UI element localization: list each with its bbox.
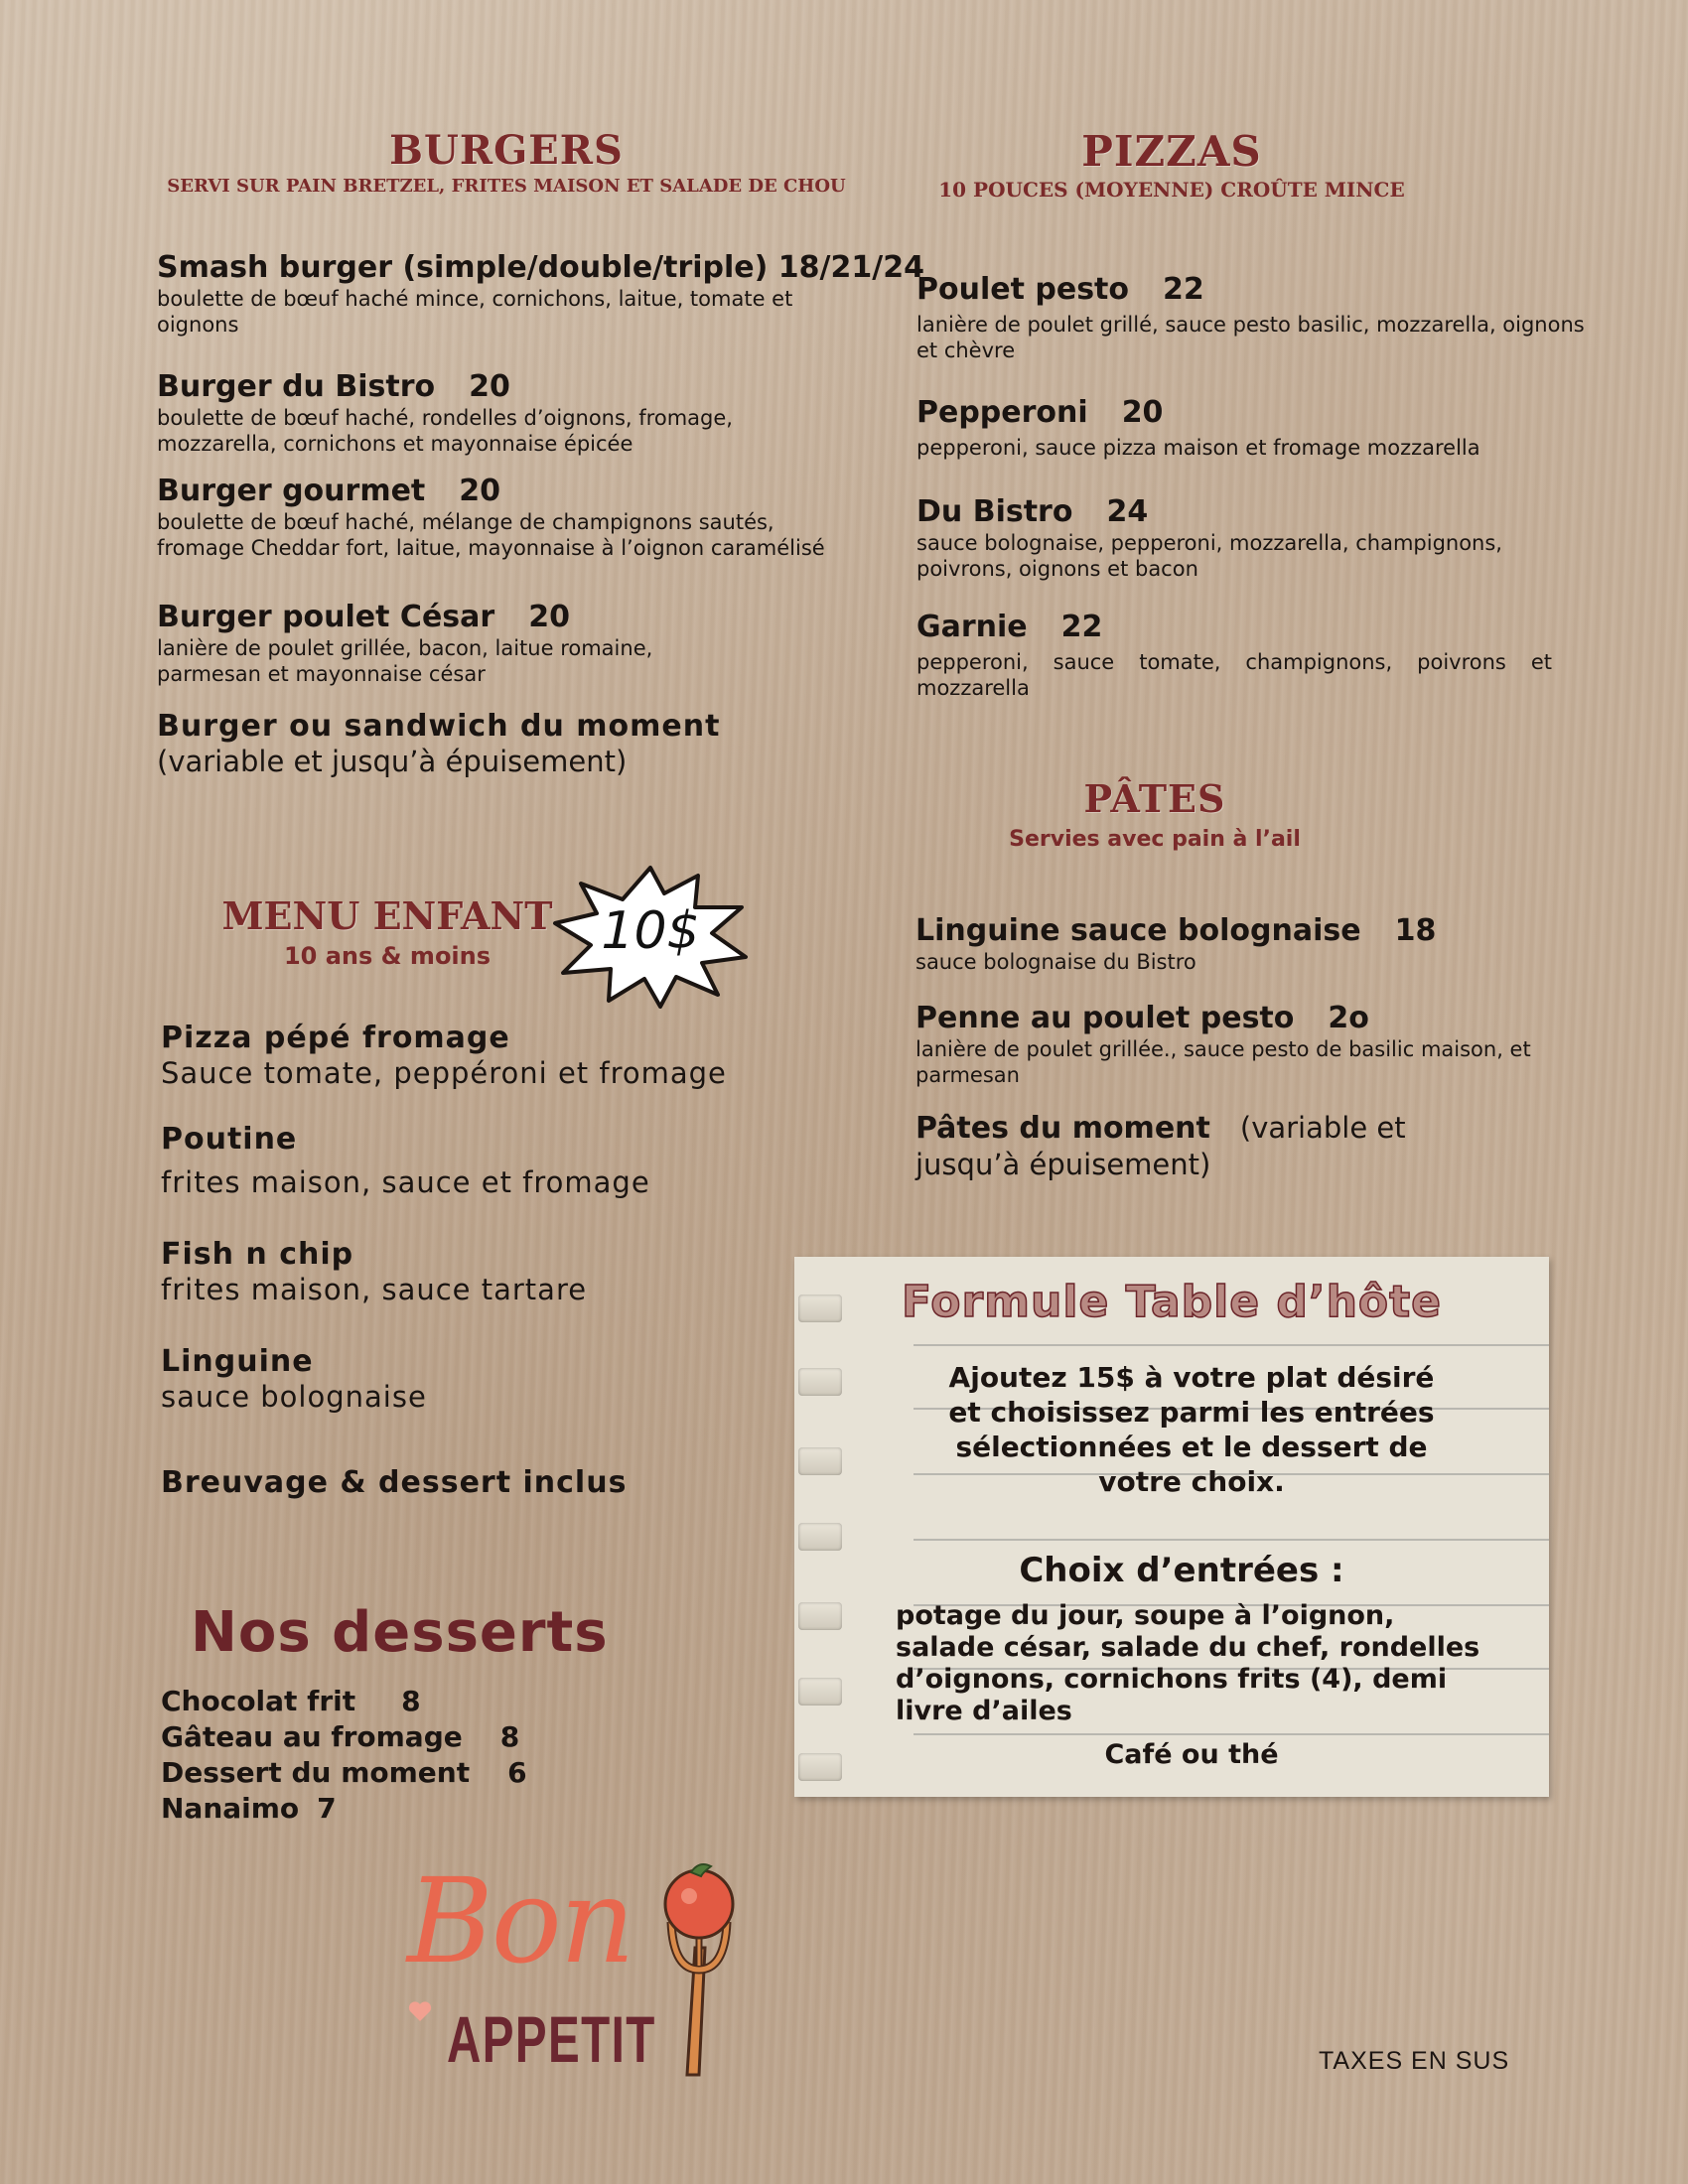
pizzas-section <box>914 127 1430 202</box>
item-name: Garnie <box>916 610 1028 644</box>
notebook-tab <box>798 1368 842 1396</box>
item-desc: (variable et jusqu’à épuisement) <box>915 1111 1406 1181</box>
item-price: 2o <box>1328 1001 1369 1035</box>
item-price: 20 <box>1121 395 1164 430</box>
entrees-list: potage du jour, soupe à l’oignon, salade césar, salade du chef, rondelles d’oignons, cornichons frits (4), demi livre d’ailes <box>896 1600 1480 1726</box>
pizza-item <box>916 395 1592 461</box>
item-name: Du Bistro <box>916 494 1073 529</box>
menu-enfant-header <box>209 893 566 970</box>
logo-bon-text: Bon <box>407 1852 633 1989</box>
item-name: Poulet pesto <box>916 272 1129 307</box>
menu-enfant-subtitle: 10 ans & moins <box>283 942 492 970</box>
notebook-tab <box>798 1447 842 1475</box>
enfant-item <box>161 1122 796 1200</box>
divider <box>914 1733 1549 1735</box>
burger-item <box>157 709 872 779</box>
divider <box>914 1539 1549 1541</box>
item-name: Fish n chip <box>161 1237 354 1272</box>
item-name: Burger gourmet <box>157 474 426 508</box>
item-desc: (variable et jusqu’à épuisement) <box>157 745 628 778</box>
item-price: 22 <box>1060 610 1103 644</box>
item-desc: Sauce tomate, peppéroni et fromage <box>161 1056 727 1090</box>
item-price: 6 <box>507 1756 527 1789</box>
fork-tomato-icon <box>626 1852 745 2081</box>
enfant-item <box>161 1237 796 1307</box>
item-name: Linguine <box>161 1344 314 1379</box>
item-name: Penne au poulet pesto <box>915 1001 1295 1035</box>
desserts-title: Nos desserts <box>191 1600 609 1665</box>
burger-item <box>157 474 872 561</box>
burgers-section <box>149 127 864 197</box>
item-name: Pâtes du moment <box>915 1111 1210 1146</box>
enfant-item <box>161 1021 796 1091</box>
pizzas-title: PIZZAS <box>1081 127 1262 176</box>
taxes-note: TAXES EN SUS <box>1319 2047 1510 2075</box>
dessert-item <box>161 1791 677 1827</box>
dessert-item <box>161 1719 677 1755</box>
item-name: Dessert du moment <box>161 1756 471 1789</box>
table-hote-card <box>794 1257 1549 1797</box>
item-price: 20 <box>469 369 510 404</box>
item-name: Burger poulet César <box>157 600 495 634</box>
item-price: 8 <box>401 1685 421 1717</box>
pates-item <box>915 1110 1472 1182</box>
enfant-footer: Breuvage & dessert inclus <box>161 1465 628 1500</box>
pizzas-subtitle: 10 POUCES (MOYENNE) CROÛTE MINCE <box>938 178 1405 202</box>
notebook-tab <box>798 1753 842 1781</box>
price-burst <box>551 862 750 1011</box>
item-desc: frites maison, sauce et fromage <box>161 1165 650 1199</box>
item-name: Gâteau au fromage <box>161 1720 463 1753</box>
price-badge: 10$ <box>601 901 700 961</box>
pizza-item <box>916 494 1592 582</box>
logo-appetit-text: APPETIT <box>447 2002 656 2076</box>
item-desc: sauce bolognaise, pepperoni, mozzarella, champignons, poivrons, oignons et bacon <box>916 531 1502 581</box>
dessert-item <box>161 1684 677 1719</box>
table-hote-title: Formule Table d’hôte <box>901 1277 1443 1327</box>
item-price: 18 <box>1394 913 1437 948</box>
burger-item <box>157 369 872 457</box>
entrees-title: Choix d’entrées : <box>1019 1551 1344 1590</box>
pates-item <box>915 913 1591 975</box>
pates-subtitle: Servies avec pain à l’ail <box>1009 827 1301 852</box>
burger-item <box>157 600 872 687</box>
item-price: 7 <box>317 1792 337 1825</box>
item-name: Smash burger (simple/double/triple) 18/21/24 <box>157 250 924 285</box>
item-name: Pizza pépé fromage <box>161 1021 510 1055</box>
enfant-item <box>161 1344 796 1415</box>
item-desc: boulette de bœuf haché mince, cornichons, laitue, tomate et oignons <box>157 287 793 337</box>
table-hote-intro: Ajoutez 15$ à votre plat désiré et choisissez parmi les entrées sélectionnées et le dessert de votre choix. <box>948 1361 1435 1498</box>
notebook-tab <box>798 1295 842 1322</box>
desserts-list <box>161 1684 677 1827</box>
item-name: Poutine <box>161 1122 298 1157</box>
item-desc: boulette de bœuf haché, rondelles d’oignons, fromage, mozzarella, cornichons et mayonnaise épicée <box>157 406 733 456</box>
pizza-item <box>916 272 1592 363</box>
drink-choice: Café ou thé <box>1104 1739 1279 1770</box>
item-name: Nanaimo <box>161 1792 300 1825</box>
item-desc: lanière de poulet grillé, sauce pesto basilic, mozzarella, oignons et chèvre <box>916 313 1585 362</box>
menu-enfant-title: MENU ENFANT <box>221 893 553 938</box>
divider <box>914 1344 1549 1346</box>
item-desc: sauce bolognaise <box>161 1380 427 1414</box>
item-desc: frites maison, sauce tartare <box>161 1273 588 1306</box>
item-desc: boulette de bœuf haché, mélange de champignons sautés, fromage Cheddar fort, laitue, mayonnaise à l’oignon caramélisé <box>157 510 825 560</box>
item-desc: lanière de poulet grillée, bacon, laitue romaine, parmesan et mayonnaise césar <box>157 636 653 686</box>
item-desc: lanière de poulet grillée., sauce pesto de basilic maison, et parmesan <box>915 1037 1531 1087</box>
heart-icon <box>407 1999 433 2023</box>
pates-item <box>915 1001 1591 1088</box>
notebook-tab <box>798 1602 842 1630</box>
bon-appetit-logo <box>407 1852 765 2081</box>
pates-section <box>956 776 1353 852</box>
item-name: Linguine sauce bolognaise <box>915 913 1361 948</box>
item-name: Chocolat frit <box>161 1685 356 1717</box>
pizza-item <box>916 610 1572 701</box>
item-name: Burger ou sandwich du moment <box>157 709 721 744</box>
item-price: 22 <box>1163 272 1204 307</box>
item-desc: pepperoni, sauce tomate, champignons, poivrons et mozzarella <box>916 650 1552 700</box>
item-price: 20 <box>528 600 570 634</box>
burgers-subtitle: SERVI SUR PAIN BRETZEL, FRITES MAISON ET SALADE DE CHOU <box>167 176 846 197</box>
notebook-tab <box>798 1678 842 1706</box>
item-name: Pepperoni <box>916 395 1088 430</box>
item-name: Burger du Bistro <box>157 369 436 404</box>
dessert-item <box>161 1755 677 1791</box>
notebook-tab <box>798 1523 842 1551</box>
burgers-title: BURGERS <box>389 127 624 174</box>
pates-title: PÂTES <box>1083 776 1226 821</box>
item-price: 24 <box>1106 494 1149 529</box>
burger-item <box>157 250 924 338</box>
item-desc: sauce bolognaise du Bistro <box>915 950 1196 974</box>
item-desc: pepperoni, sauce pizza maison et fromage mozzarella <box>916 436 1480 460</box>
item-price: 8 <box>499 1720 520 1753</box>
item-price: 20 <box>459 474 501 508</box>
